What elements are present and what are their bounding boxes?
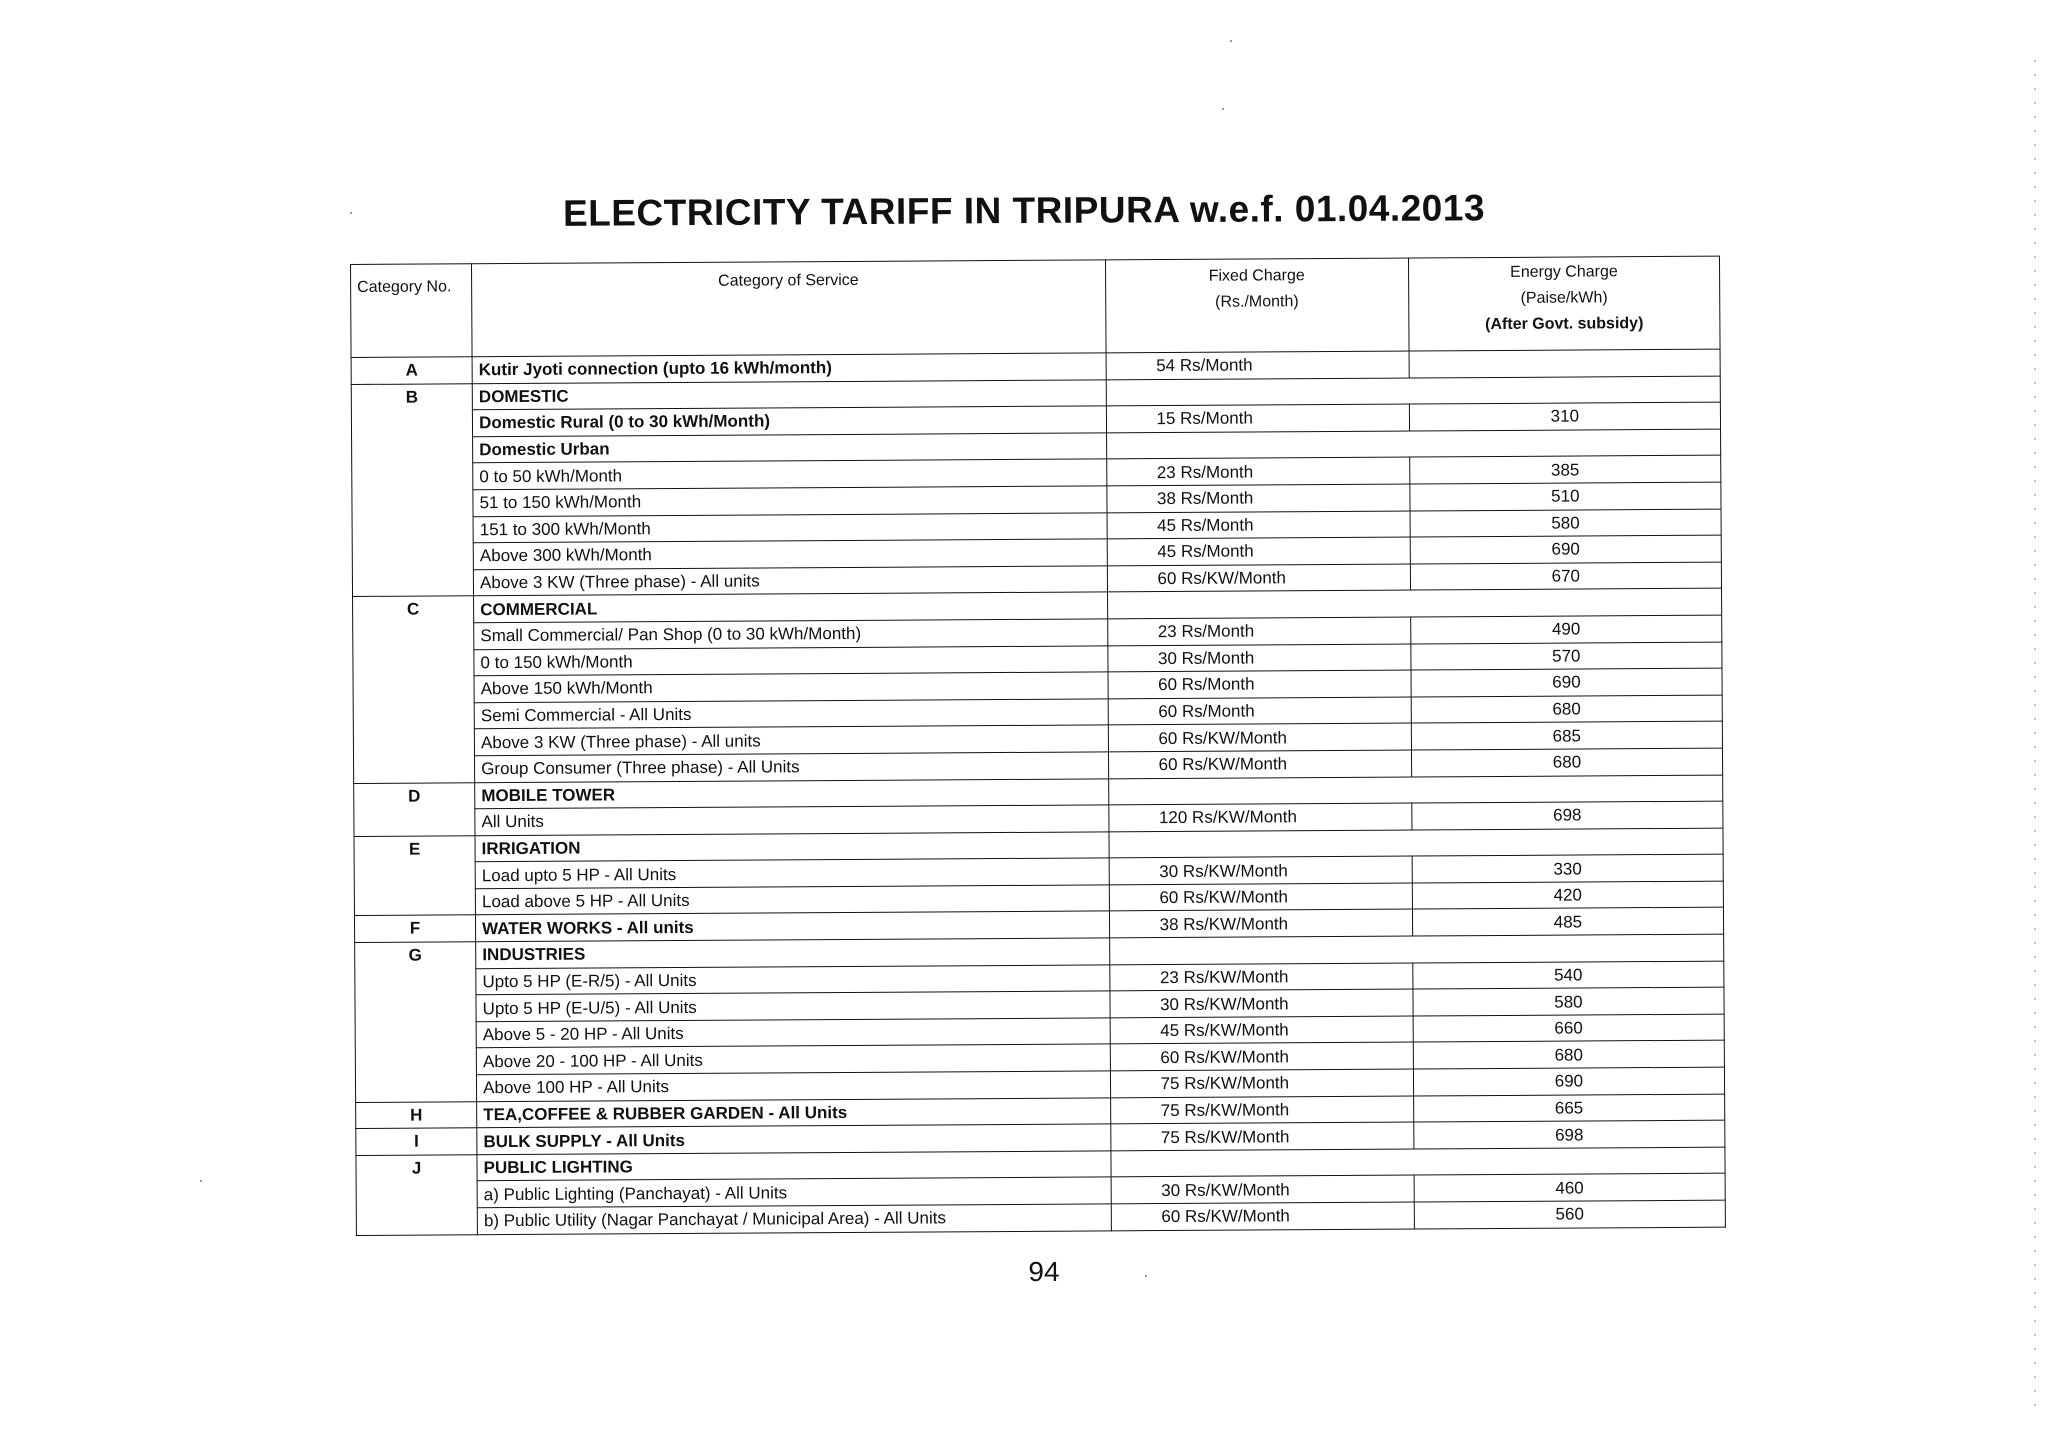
service-cell: Above 300 kWh/Month <box>473 539 1107 569</box>
energy-charge-cell: 560 <box>1414 1200 1725 1228</box>
energy-charge-cell: 665 <box>1413 1094 1724 1122</box>
energy-charge-cell: 460 <box>1414 1174 1725 1202</box>
energy-charge-cell: 680 <box>1411 748 1722 776</box>
service-cell: Above 5 - 20 HP - All Units <box>476 1018 1110 1048</box>
energy-charge-cell: 680 <box>1411 695 1722 723</box>
blank-charge-cell <box>1109 828 1724 858</box>
category-code-cell: C <box>353 596 475 783</box>
category-code-cell: F <box>354 915 475 942</box>
service-cell: 0 to 50 kWh/Month <box>473 459 1107 489</box>
header-fixed-charge <box>1105 258 1409 353</box>
category-code-cell: B <box>351 383 473 596</box>
service-cell: Above 3 KW (Three phase) - All units <box>473 566 1107 596</box>
fixed-charge-cell: 30 Rs/KW/Month <box>1111 1175 1414 1203</box>
fixed-charge-cell: 60 Rs/Month <box>1108 697 1411 725</box>
tariff-table <box>350 256 1726 1236</box>
category-code-cell: H <box>356 1101 477 1128</box>
header-energy-charge-line2: (Paise/kWh) <box>1520 289 1608 307</box>
service-cell: BULK SUPPLY - All Units <box>477 1124 1111 1154</box>
page-number: 94 <box>1028 1256 1060 1287</box>
category-code-cell: D <box>354 782 475 836</box>
fixed-charge-cell: 30 Rs/KW/Month <box>1109 856 1412 884</box>
category-code-cell: I <box>356 1128 477 1155</box>
fixed-charge-cell: 75 Rs/KW/Month <box>1110 1122 1413 1150</box>
fixed-charge-cell: 23 Rs/Month <box>1106 457 1409 485</box>
service-cell: Above 20 - 100 HP - All Units <box>476 1044 1110 1074</box>
energy-charge-cell: 690 <box>1413 1067 1724 1095</box>
fixed-charge-cell: 15 Rs/Month <box>1106 404 1409 432</box>
blank-charge-cell <box>1107 588 1722 618</box>
service-cell: INDUSTRIES <box>476 938 1110 968</box>
blank-charge-cell <box>1109 934 1724 964</box>
energy-charge-cell: 690 <box>1411 668 1722 696</box>
energy-charge-cell: 680 <box>1413 1041 1724 1069</box>
service-cell: 0 to 150 kWh/Month <box>474 645 1108 675</box>
service-cell: DOMESTIC <box>472 379 1106 409</box>
energy-charge-cell: 510 <box>1410 482 1721 510</box>
energy-charge-cell <box>1409 349 1720 377</box>
fixed-charge-cell: 60 Rs/KW/Month <box>1110 1042 1413 1070</box>
service-cell: 51 to 150 kWh/Month <box>473 486 1107 516</box>
fixed-charge-cell: 60 Rs/KW/Month <box>1108 750 1411 778</box>
energy-charge-cell: 685 <box>1411 721 1722 749</box>
fixed-charge-cell: 60 Rs/KW/Month <box>1108 723 1411 751</box>
energy-charge-cell: 540 <box>1413 961 1724 989</box>
energy-charge-cell: 570 <box>1411 642 1722 670</box>
page-title: ELECTRICITY TARIFF IN TRIPURA w.e.f. 01.04.2013 <box>562 187 1486 234</box>
blank-charge-cell <box>1106 376 1721 406</box>
fixed-charge-cell: 75 Rs/KW/Month <box>1110 1069 1413 1097</box>
fixed-charge-cell: 54 Rs/Month <box>1106 351 1409 379</box>
energy-charge-cell: 580 <box>1413 987 1724 1015</box>
fixed-charge-cell: 45 Rs/Month <box>1107 511 1410 539</box>
service-cell: WATER WORKS - All units <box>476 911 1110 941</box>
service-cell: b) Public Utility (Nagar Panchayat / Municipal Area) - All Units <box>477 1204 1111 1234</box>
fixed-charge-cell: 38 Rs/Month <box>1106 484 1409 512</box>
service-cell: Load above 5 HP - All Units <box>475 885 1109 915</box>
category-code-cell: J <box>356 1155 478 1236</box>
fixed-charge-cell: 60 Rs/Month <box>1108 670 1411 698</box>
energy-charge-cell: 420 <box>1412 881 1723 909</box>
fixed-charge-cell: 45 Rs/KW/Month <box>1110 1016 1413 1044</box>
service-cell: Domestic Urban <box>473 433 1107 463</box>
energy-charge-cell: 485 <box>1412 908 1723 936</box>
header-energy-charge-line1: Energy Charge <box>1510 263 1618 281</box>
service-cell: a) Public Lighting (Panchayat) - All Units <box>477 1177 1111 1207</box>
service-cell: Above 3 KW (Three phase) - All units <box>474 725 1108 755</box>
scan-speck <box>1222 108 1224 110</box>
fixed-charge-cell: 23 Rs/KW/Month <box>1109 963 1412 991</box>
energy-charge-cell: 690 <box>1410 535 1721 563</box>
category-code-cell: G <box>355 942 477 1102</box>
header-category-no: Category No. <box>351 264 473 358</box>
fixed-charge-cell: 60 Rs/KW/Month <box>1107 564 1410 592</box>
service-cell: Above 100 HP - All Units <box>477 1071 1111 1101</box>
fixed-charge-cell: 75 Rs/KW/Month <box>1110 1096 1413 1124</box>
service-cell: Domestic Rural (0 to 30 kWh/Month) <box>472 406 1106 436</box>
service-cell: Group Consumer (Three phase) - All Units <box>475 752 1109 782</box>
blank-charge-cell <box>1110 1147 1725 1177</box>
fixed-charge-cell: 45 Rs/Month <box>1107 537 1410 565</box>
energy-charge-cell: 310 <box>1409 402 1720 430</box>
header-fixed-charge-line1: Fixed Charge <box>1208 267 1305 285</box>
blank-charge-cell <box>1108 775 1723 805</box>
service-cell: IRRIGATION <box>475 832 1109 862</box>
energy-charge-cell: 698 <box>1414 1120 1725 1148</box>
fixed-charge-cell: 30 Rs/Month <box>1107 644 1410 672</box>
fixed-charge-cell: 38 Rs/KW/Month <box>1109 909 1412 937</box>
scan-speck <box>1230 40 1232 42</box>
header-category-of-service: Category of Service <box>472 260 1106 357</box>
service-cell: TEA,COFFEE & RUBBER GARDEN - All Units <box>477 1097 1111 1127</box>
header-energy-charge-line3: (After Govt. subsidy) <box>1485 315 1644 334</box>
fixed-charge-cell: 120 Rs/KW/Month <box>1108 803 1411 831</box>
service-cell: PUBLIC LIGHTING <box>477 1151 1111 1181</box>
service-cell: Load upto 5 HP - All Units <box>475 858 1109 888</box>
fixed-charge-cell: 60 Rs/KW/Month <box>1109 883 1412 911</box>
service-cell: Small Commercial/ Pan Shop (0 to 30 kWh/Month) <box>474 619 1108 649</box>
tariff-table-container <box>350 256 1726 1236</box>
service-cell: MOBILE TOWER <box>475 778 1109 808</box>
service-cell: Upto 5 HP (E-U/5) - All Units <box>476 991 1110 1021</box>
service-cell: COMMERCIAL <box>474 592 1108 622</box>
table-header-row <box>351 256 1721 357</box>
service-cell: Upto 5 HP (E-R/5) - All Units <box>476 965 1110 995</box>
energy-charge-cell: 580 <box>1410 509 1721 537</box>
header-energy-charge <box>1408 256 1720 351</box>
fixed-charge-cell: 60 Rs/KW/Month <box>1111 1202 1414 1230</box>
energy-charge-cell: 660 <box>1413 1014 1724 1042</box>
scan-speck <box>200 1180 202 1182</box>
tariff-table-body <box>351 349 1725 1235</box>
energy-charge-cell: 670 <box>1410 562 1721 590</box>
service-cell: 151 to 300 kWh/Month <box>473 512 1107 542</box>
category-code-cell: A <box>351 357 472 384</box>
service-cell: Kutir Jyoti connection (upto 16 kWh/month) <box>472 353 1106 383</box>
header-fixed-charge-line2: (Rs./Month) <box>1215 293 1299 311</box>
energy-charge-cell: 385 <box>1409 456 1720 484</box>
service-cell: Semi Commercial - All Units <box>474 699 1108 729</box>
category-code-cell: E <box>354 835 476 916</box>
fixed-charge-cell: 23 Rs/Month <box>1107 617 1410 645</box>
service-cell: Above 150 kWh/Month <box>474 672 1108 702</box>
scan-edge-dots <box>2034 60 2036 1410</box>
energy-charge-cell: 330 <box>1412 854 1723 882</box>
energy-charge-cell: 490 <box>1410 615 1721 643</box>
blank-charge-cell <box>1106 429 1721 459</box>
fixed-charge-cell: 30 Rs/KW/Month <box>1109 989 1412 1017</box>
service-cell: All Units <box>475 805 1109 835</box>
energy-charge-cell: 698 <box>1412 801 1723 829</box>
